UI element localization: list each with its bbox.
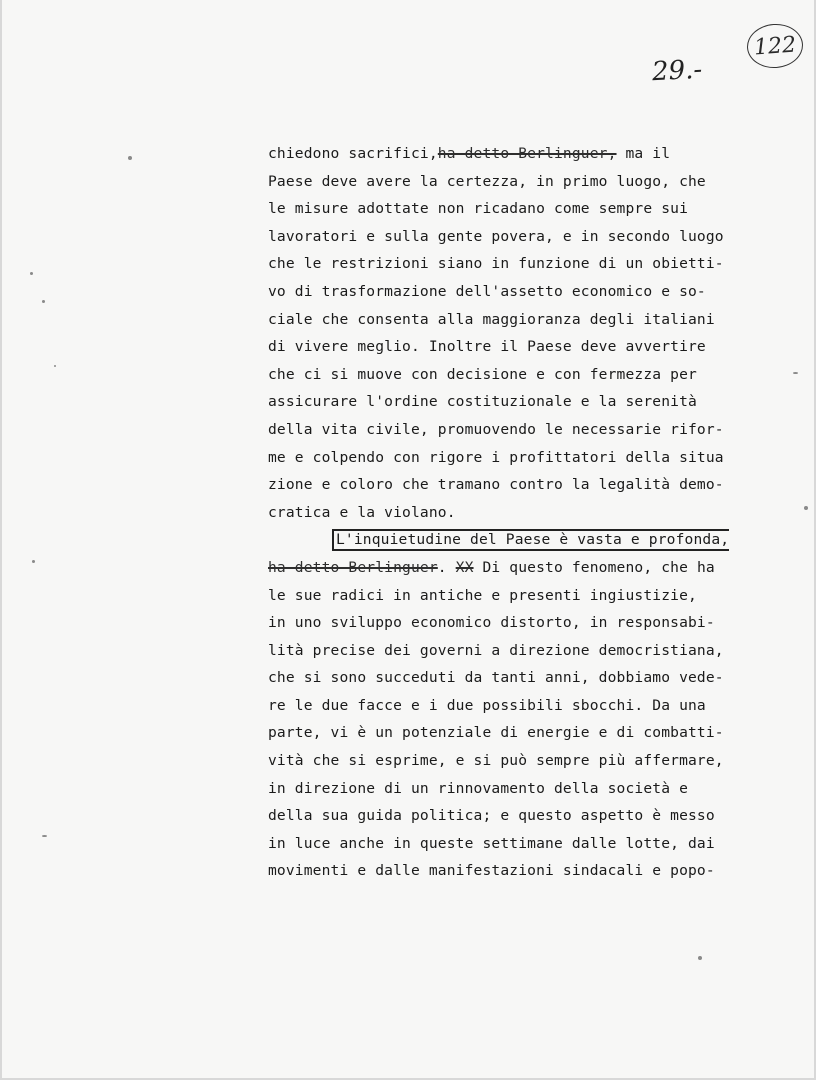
line-text: ma il [616, 145, 671, 162]
paragraph-mark [332, 529, 729, 551]
scan-speck [793, 372, 798, 374]
text-line [268, 333, 808, 361]
scan-speck [804, 506, 808, 510]
line-text: le sue radici in antiche e presenti ingiustizie, [268, 586, 697, 604]
text-line [268, 278, 808, 306]
scan-speck [32, 560, 35, 563]
line-text: re le due facce e i due possibili sbocchi. Da una [268, 696, 706, 714]
text-line [268, 250, 808, 278]
text-line [268, 416, 808, 444]
line-text: della sua guida politica; e questo aspetto è messo [268, 807, 715, 825]
line-text: di vivere meglio. Inoltre il Paese deve avvertire [268, 338, 706, 356]
text-line [268, 306, 808, 334]
struck-text: ha detto Berlinguer [268, 558, 438, 576]
line-text: cratica e la violano. [268, 503, 456, 521]
text-line [268, 637, 808, 665]
text-line [268, 719, 808, 747]
line-text: movimenti e dalle manifestazioni sindacali e popo- [268, 862, 715, 880]
text-line [268, 664, 808, 692]
struck-text: ha detto Berlinguer, [437, 145, 617, 162]
text-line [268, 692, 808, 720]
body-text [268, 140, 808, 885]
line-text: me e colpendo con rigore i profittatori della situa [268, 448, 724, 466]
scan-speck [42, 835, 47, 837]
text-line [268, 554, 808, 582]
line-text: che ci si muove con decisione e con fermezza per [268, 365, 697, 383]
text-line [268, 582, 808, 610]
page-number: 29.- [651, 54, 703, 88]
line-text: chiedono sacrifici, [268, 145, 438, 162]
line-text: Di questo fenomeno, che ha [473, 558, 715, 576]
line-text: che le restrizioni siano in funzione di un obietti- [268, 255, 724, 273]
scan-speck [698, 956, 702, 960]
text-line [268, 361, 808, 389]
line-text: in direzione di un rinnovamento della società e [268, 779, 689, 797]
struck-text: XX [455, 558, 474, 576]
text-line [268, 388, 808, 416]
scan-speck [30, 272, 33, 275]
line-text: Paese deve avere la certezza, in primo luogo, che [268, 172, 706, 190]
text-line [268, 168, 808, 196]
text-line [268, 223, 808, 251]
line-text: vo di trasformazione dell'assetto economico e so- [268, 282, 706, 300]
archive-number-stamp [746, 22, 805, 70]
line-text: ciale che consenta alla maggioranza degli italiani [268, 310, 715, 328]
text-line [268, 609, 808, 637]
text-line [268, 526, 808, 554]
text-line [268, 444, 808, 472]
text-line [268, 140, 808, 168]
scan-speck [54, 365, 56, 367]
line-text: assicurare l'ordine costituzionale e la serenità [268, 393, 697, 411]
line-text: . [437, 558, 456, 576]
line-text: in luce anche in queste settimane dalle lotte, dai [268, 834, 715, 852]
line-text: zione e coloro che tramano contro la legalità demo- [268, 476, 724, 494]
text-line [268, 830, 808, 858]
scan-speck [42, 300, 45, 303]
line-text: della vita civile, promuovendo le necessarie rifor- [268, 420, 724, 438]
line-text: lavoratori e sulla gente povera, e in secondo luogo [268, 227, 724, 245]
scan-speck [128, 156, 132, 160]
text-line [268, 747, 808, 775]
text-line [268, 471, 808, 499]
text-line [268, 857, 808, 885]
archive-number: 122 [753, 32, 797, 60]
text-line [268, 195, 808, 223]
text-line [268, 775, 808, 803]
line-text: che si sono succeduti da tanti anni, dobbiamo vede- [268, 669, 724, 687]
line-text: vità che si esprime, e si può sempre più affermare, [268, 752, 724, 770]
line-text: parte, vi è un potenziale di energie e di combatti- [268, 724, 724, 742]
line-text: le misure adottate non ricadano come sempre sui [268, 200, 689, 218]
line-text: L'inquietudine del Paese è vasta e profonda, [336, 531, 730, 549]
line-text: lità precise dei governi a direzione democristiana, [268, 641, 724, 659]
text-line [268, 499, 808, 527]
line-text: in uno sviluppo economico distorto, in responsabi- [268, 614, 715, 632]
text-line [268, 802, 808, 830]
